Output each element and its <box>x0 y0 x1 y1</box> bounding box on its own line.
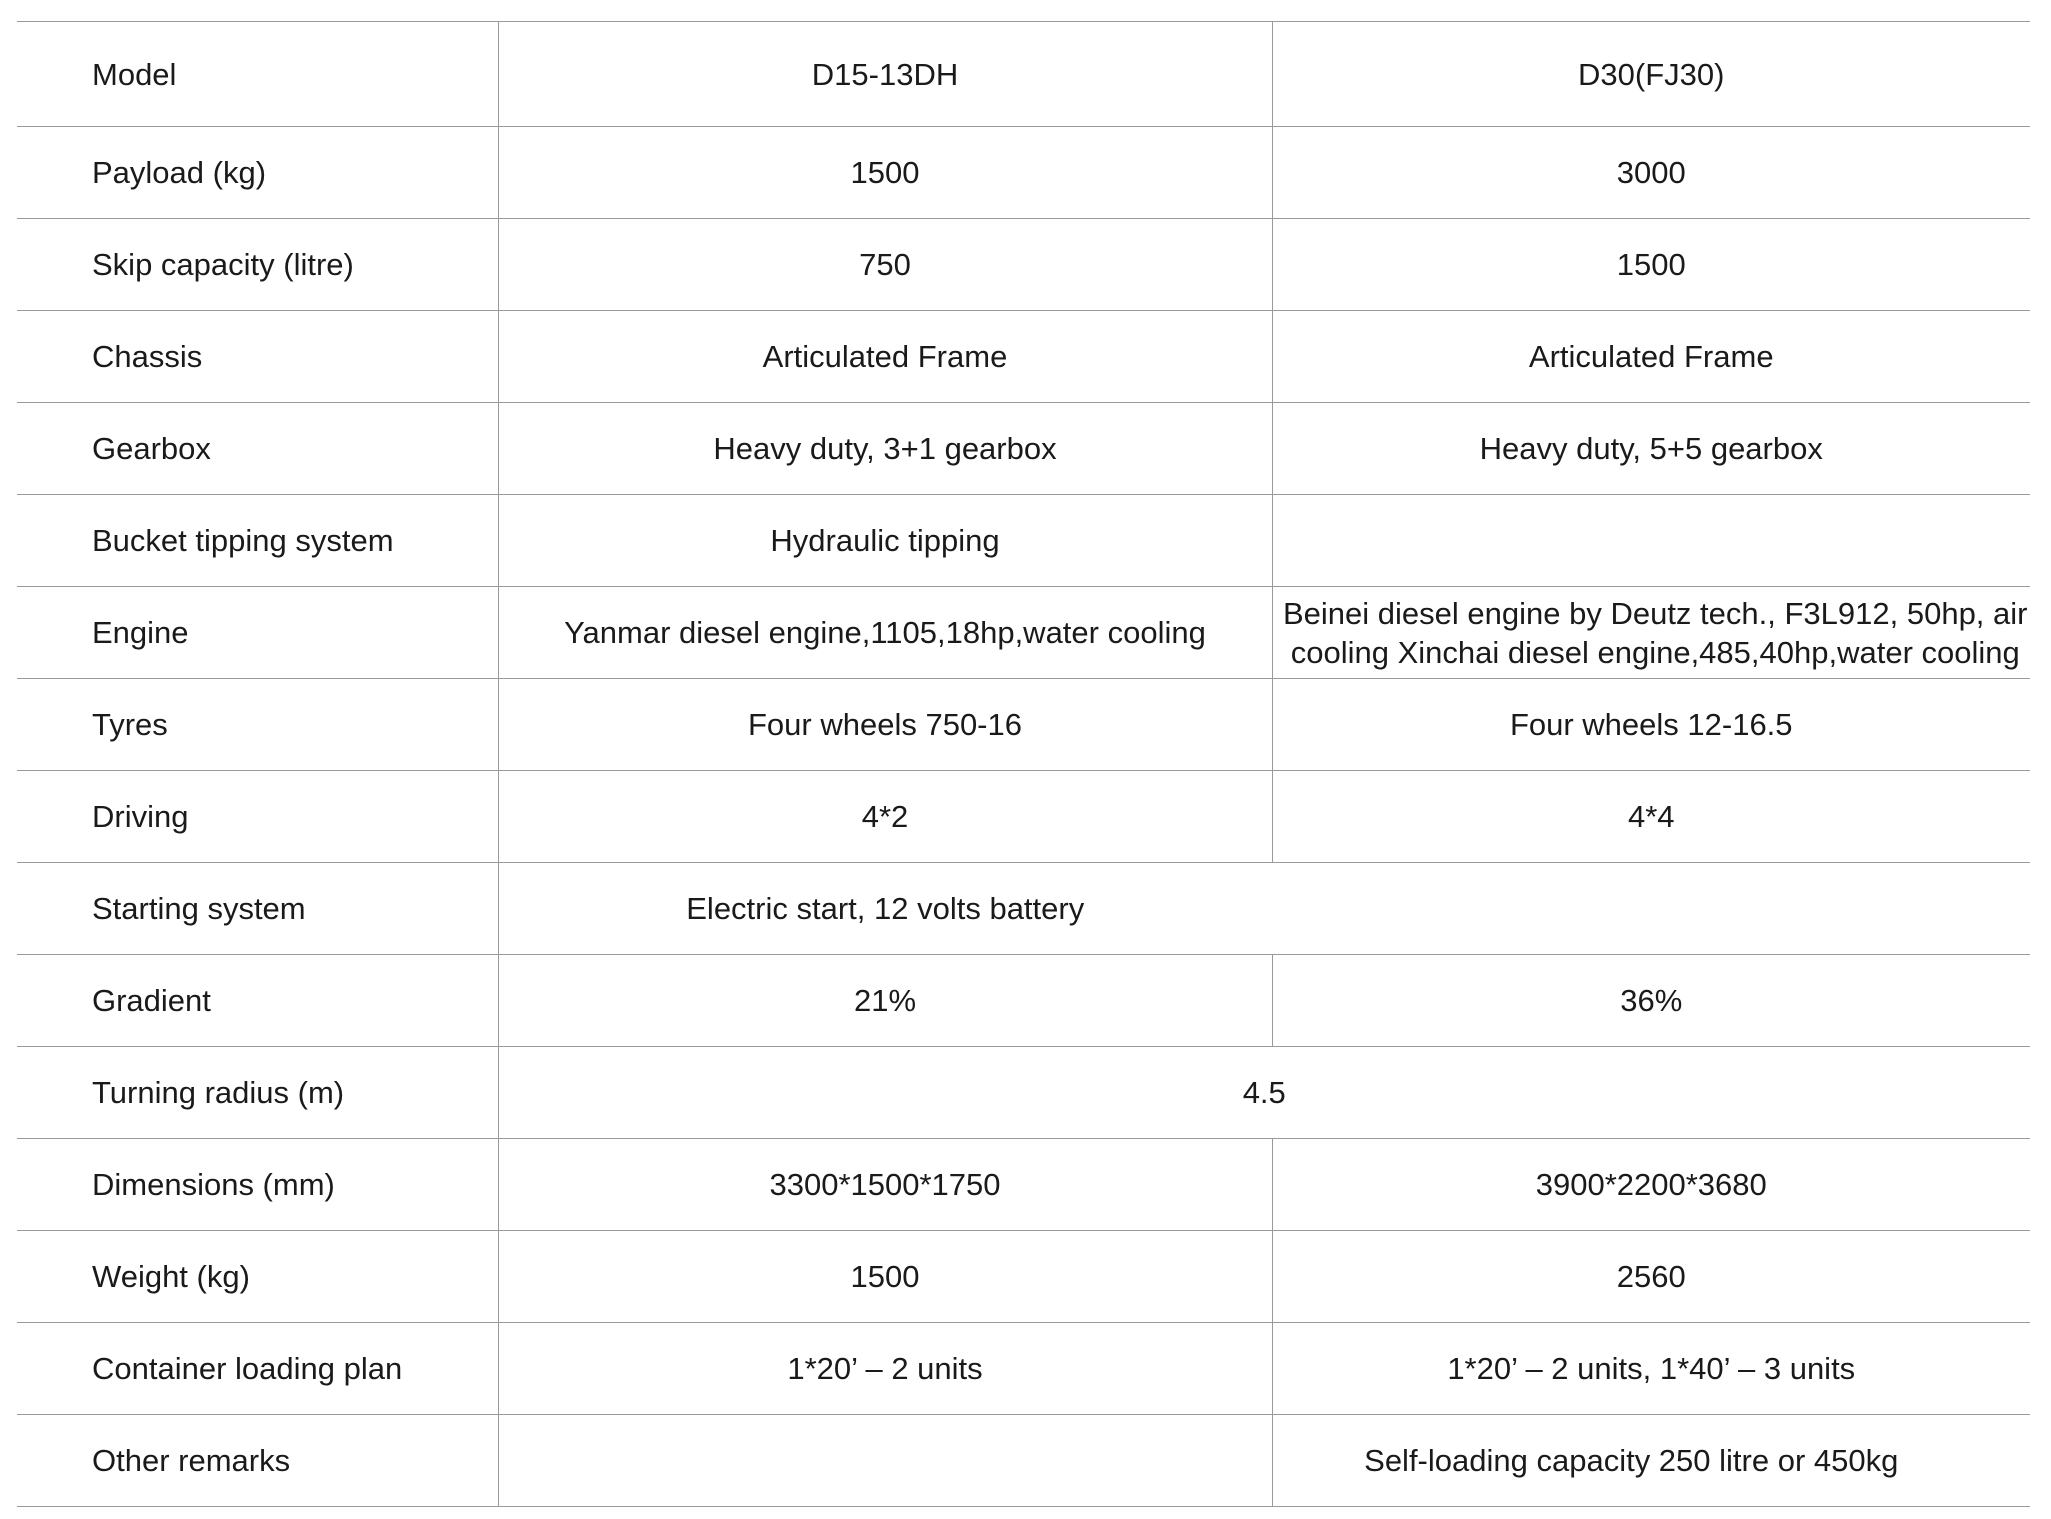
row-value-d30-cell <box>1272 1415 2030 1507</box>
row-value-d30: 4*4 <box>1272 771 2030 863</box>
row-label: Skip capacity (litre) <box>17 219 498 311</box>
row-value-d30: 3900*2200*3680 <box>1272 1139 2030 1231</box>
row-value-d30: 1500 <box>1272 219 2030 311</box>
table-header-row <box>17 22 2030 127</box>
row-value-d15: 1500 <box>498 127 1272 219</box>
row-value-d30: Four wheels 12-16.5 <box>1272 679 2030 771</box>
row-label: Container loading plan <box>17 1323 498 1415</box>
row-value-d30-empty <box>1272 495 2030 587</box>
row-value-d15: 3300*1500*1750 <box>498 1139 1272 1231</box>
row-value-d15 <box>498 1415 1272 1507</box>
table-row <box>17 311 2030 403</box>
table-row <box>17 1415 2030 1507</box>
table-row <box>17 1323 2030 1415</box>
row-value-d30: Beinei diesel engine by Deutz tech., F3L912, 50hp, air cooling Xinchai diesel engine,485,40hp,water cooling <box>1283 595 2028 670</box>
row-value-d30: Articulated Frame <box>1272 311 2030 403</box>
table-row <box>17 679 2030 771</box>
row-label: Weight (kg) <box>17 1231 498 1323</box>
table-row <box>17 587 2030 679</box>
row-label: Bucket tipping system <box>17 495 498 587</box>
table-row <box>17 771 2030 863</box>
row-value-d15: 750 <box>498 219 1272 311</box>
row-label: Engine <box>17 587 498 679</box>
header-label: Model <box>17 22 498 127</box>
table-row <box>17 219 2030 311</box>
row-label: Driving <box>17 771 498 863</box>
row-label: Tyres <box>17 679 498 771</box>
table-row <box>17 1047 2030 1139</box>
row-value-d15: Four wheels 750-16 <box>498 679 1272 771</box>
header-model-d15: D15-13DH <box>498 22 1272 127</box>
table-row <box>17 495 2030 587</box>
row-value-d30: 2560 <box>1272 1231 2030 1323</box>
row-label: Gradient <box>17 955 498 1047</box>
row-value-d15: Yanmar diesel engine,1105,18hp,water cooling <box>498 587 1272 679</box>
row-label: Other remarks <box>17 1415 498 1507</box>
row-value-d15: 1*20’ – 2 units <box>498 1323 1272 1415</box>
row-value-d30-cell <box>1272 587 2030 679</box>
table-row <box>17 955 2030 1047</box>
row-label: Gearbox <box>17 403 498 495</box>
row-label: Dimensions (mm) <box>17 1139 498 1231</box>
row-value-d15: 21% <box>498 955 1272 1047</box>
table-row <box>17 1231 2030 1323</box>
table-row <box>17 403 2030 495</box>
row-value-d30: 3000 <box>1272 127 2030 219</box>
row-value-d30: Self-loading capacity 250 litre or 450kg <box>1364 1443 1899 1478</box>
header-model-d30: D30(FJ30) <box>1272 22 2030 127</box>
table-row <box>17 863 2030 955</box>
row-value-d15: 1500 <box>498 1231 1272 1323</box>
row-value-d15: Heavy duty, 3+1 gearbox <box>498 403 1272 495</box>
specification-table <box>17 21 2030 1507</box>
row-value-d30-empty <box>1272 863 2030 955</box>
row-label: Chassis <box>17 311 498 403</box>
row-label: Payload (kg) <box>17 127 498 219</box>
table-row <box>17 1139 2030 1231</box>
row-value-d30: 1*20’ – 2 units, 1*40’ – 3 units <box>1272 1323 2030 1415</box>
table-row <box>17 127 2030 219</box>
row-value-d30: 36% <box>1272 955 2030 1047</box>
row-value-d30: Heavy duty, 5+5 gearbox <box>1272 403 2030 495</box>
row-value-d15: Articulated Frame <box>498 311 1272 403</box>
row-label: Starting system <box>17 863 498 955</box>
row-value-d15: 4*2 <box>498 771 1272 863</box>
row-value-merged: 4.5 <box>498 1047 2030 1139</box>
row-label: Turning radius (m) <box>17 1047 498 1139</box>
row-value-d15: Electric start, 12 volts battery <box>498 863 1272 955</box>
row-value-d15: Hydraulic tipping <box>498 495 1272 587</box>
